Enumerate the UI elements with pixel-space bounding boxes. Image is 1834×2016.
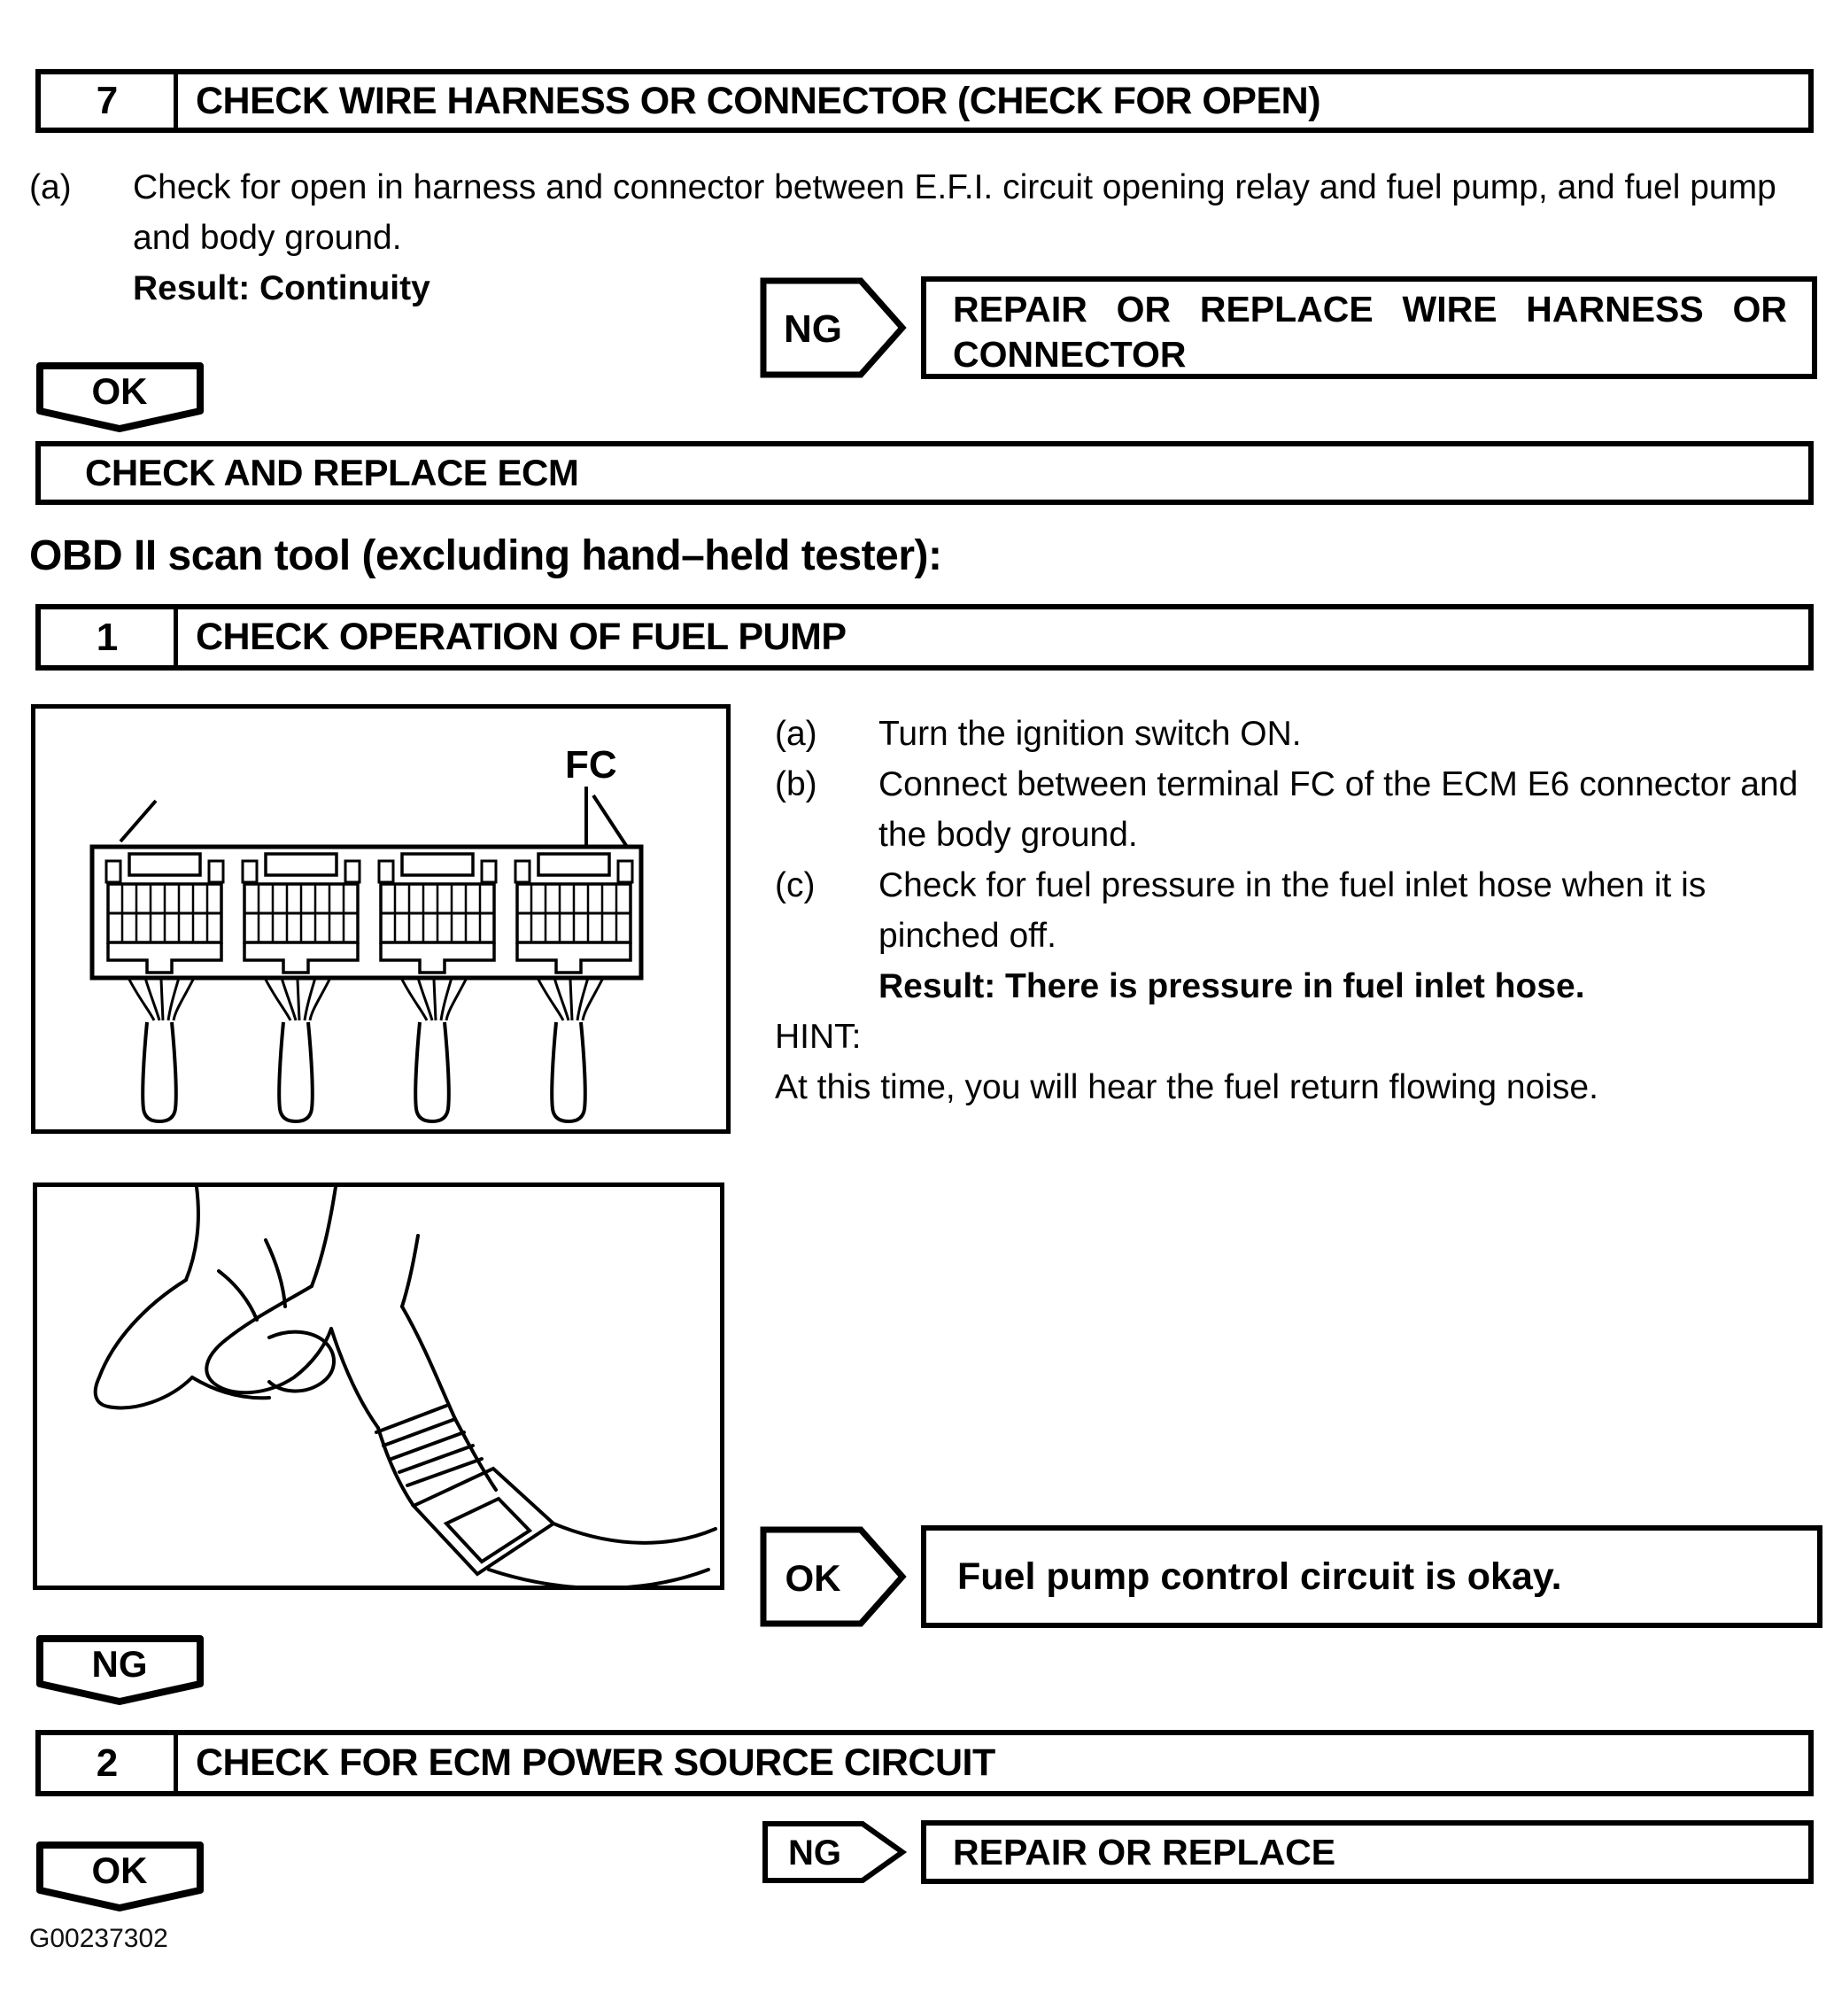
ng-action-text: REPAIR OR REPLACE WIRE HARNESS OR CONNECTOR [953, 289, 1787, 375]
step1-result: Result: There is pressure in fuel inlet hose. [878, 967, 1585, 1005]
fc-terminal-label: FC [565, 743, 617, 787]
item-c-label: (c) [775, 866, 816, 904]
step7-title: CHECK WIRE HARNESS OR CONNECTOR (CHECK FOR OPEN) [196, 79, 1321, 122]
item-b-text: Connect between terminal FC of the ECM E6 connector and the body ground. [878, 765, 1799, 854]
ng-arrow [760, 276, 907, 379]
ng-action-box-2 [921, 1820, 1814, 1884]
ok-action-box [921, 1525, 1822, 1628]
step1-instructions [775, 709, 1830, 1113]
step7-para-text: Check for open in harness and connector between E.F.I. circuit opening relay and fuel pump, and fuel pump and body ground. [133, 168, 1776, 257]
step7-result: Result: Continuity [133, 269, 430, 307]
step2-number: 2 [41, 1735, 178, 1791]
hose-pinch-figure [33, 1182, 724, 1590]
instruction-item [775, 709, 1830, 759]
ok-flag-2 [35, 1841, 205, 1911]
ok-flag [35, 361, 205, 432]
step7-number: 7 [41, 74, 178, 128]
ok-arrow-label: OK [785, 1557, 841, 1599]
ecm-connector-drawing [35, 709, 726, 1129]
step2-header [35, 1730, 1814, 1796]
ok-flag-label: OK [91, 370, 148, 412]
obd-heading: OBD II scan tool (excluding hand–held tester): [29, 532, 942, 579]
hint-text: At this time, you will hear the fuel return flowing noise. [775, 1068, 1598, 1106]
ok-arrow [760, 1525, 907, 1628]
ok-flag-2-label: OK [91, 1849, 148, 1891]
figure-id: G00237302 [29, 1924, 168, 1953]
hose-pinch-drawing [37, 1187, 720, 1586]
ng-action-box [921, 276, 1817, 379]
item-b-label: (b) [775, 765, 817, 803]
instruction-item [775, 860, 1830, 1012]
check-replace-ecm-text: CHECK AND REPLACE ECM [85, 452, 579, 493]
ng-flag [35, 1634, 205, 1705]
step2-title: CHECK FOR ECM POWER SOURCE CIRCUIT [196, 1741, 995, 1784]
ng-arrow-2-label: NG [788, 1834, 841, 1873]
item-a-text: Turn the ignition switch ON. [878, 715, 1302, 753]
ng-arrow-2 [762, 1820, 907, 1884]
ng-arrow-label: NG [784, 307, 842, 351]
ecm-connector-figure [31, 704, 731, 1134]
check-replace-ecm-box [35, 441, 1814, 505]
step1-title: CHECK OPERATION OF FUEL PUMP [196, 616, 847, 658]
step1-header [35, 604, 1814, 671]
step7-header [35, 69, 1814, 133]
item-c-text: Check for fuel pressure in the fuel inlet hose when it is pinched off. [878, 866, 1706, 955]
ng-flag-label: NG [91, 1643, 148, 1685]
step1-number: 1 [41, 609, 178, 665]
instruction-item [775, 759, 1830, 860]
ok-action-text: Fuel pump control circuit is okay. [957, 1555, 1562, 1598]
item-a-label: (a) [775, 715, 817, 753]
ng-action-text-2: REPAIR OR REPLACE [953, 1831, 1336, 1873]
hint-label: HINT: [775, 1018, 862, 1056]
step7-para-label: (a) [29, 168, 72, 206]
